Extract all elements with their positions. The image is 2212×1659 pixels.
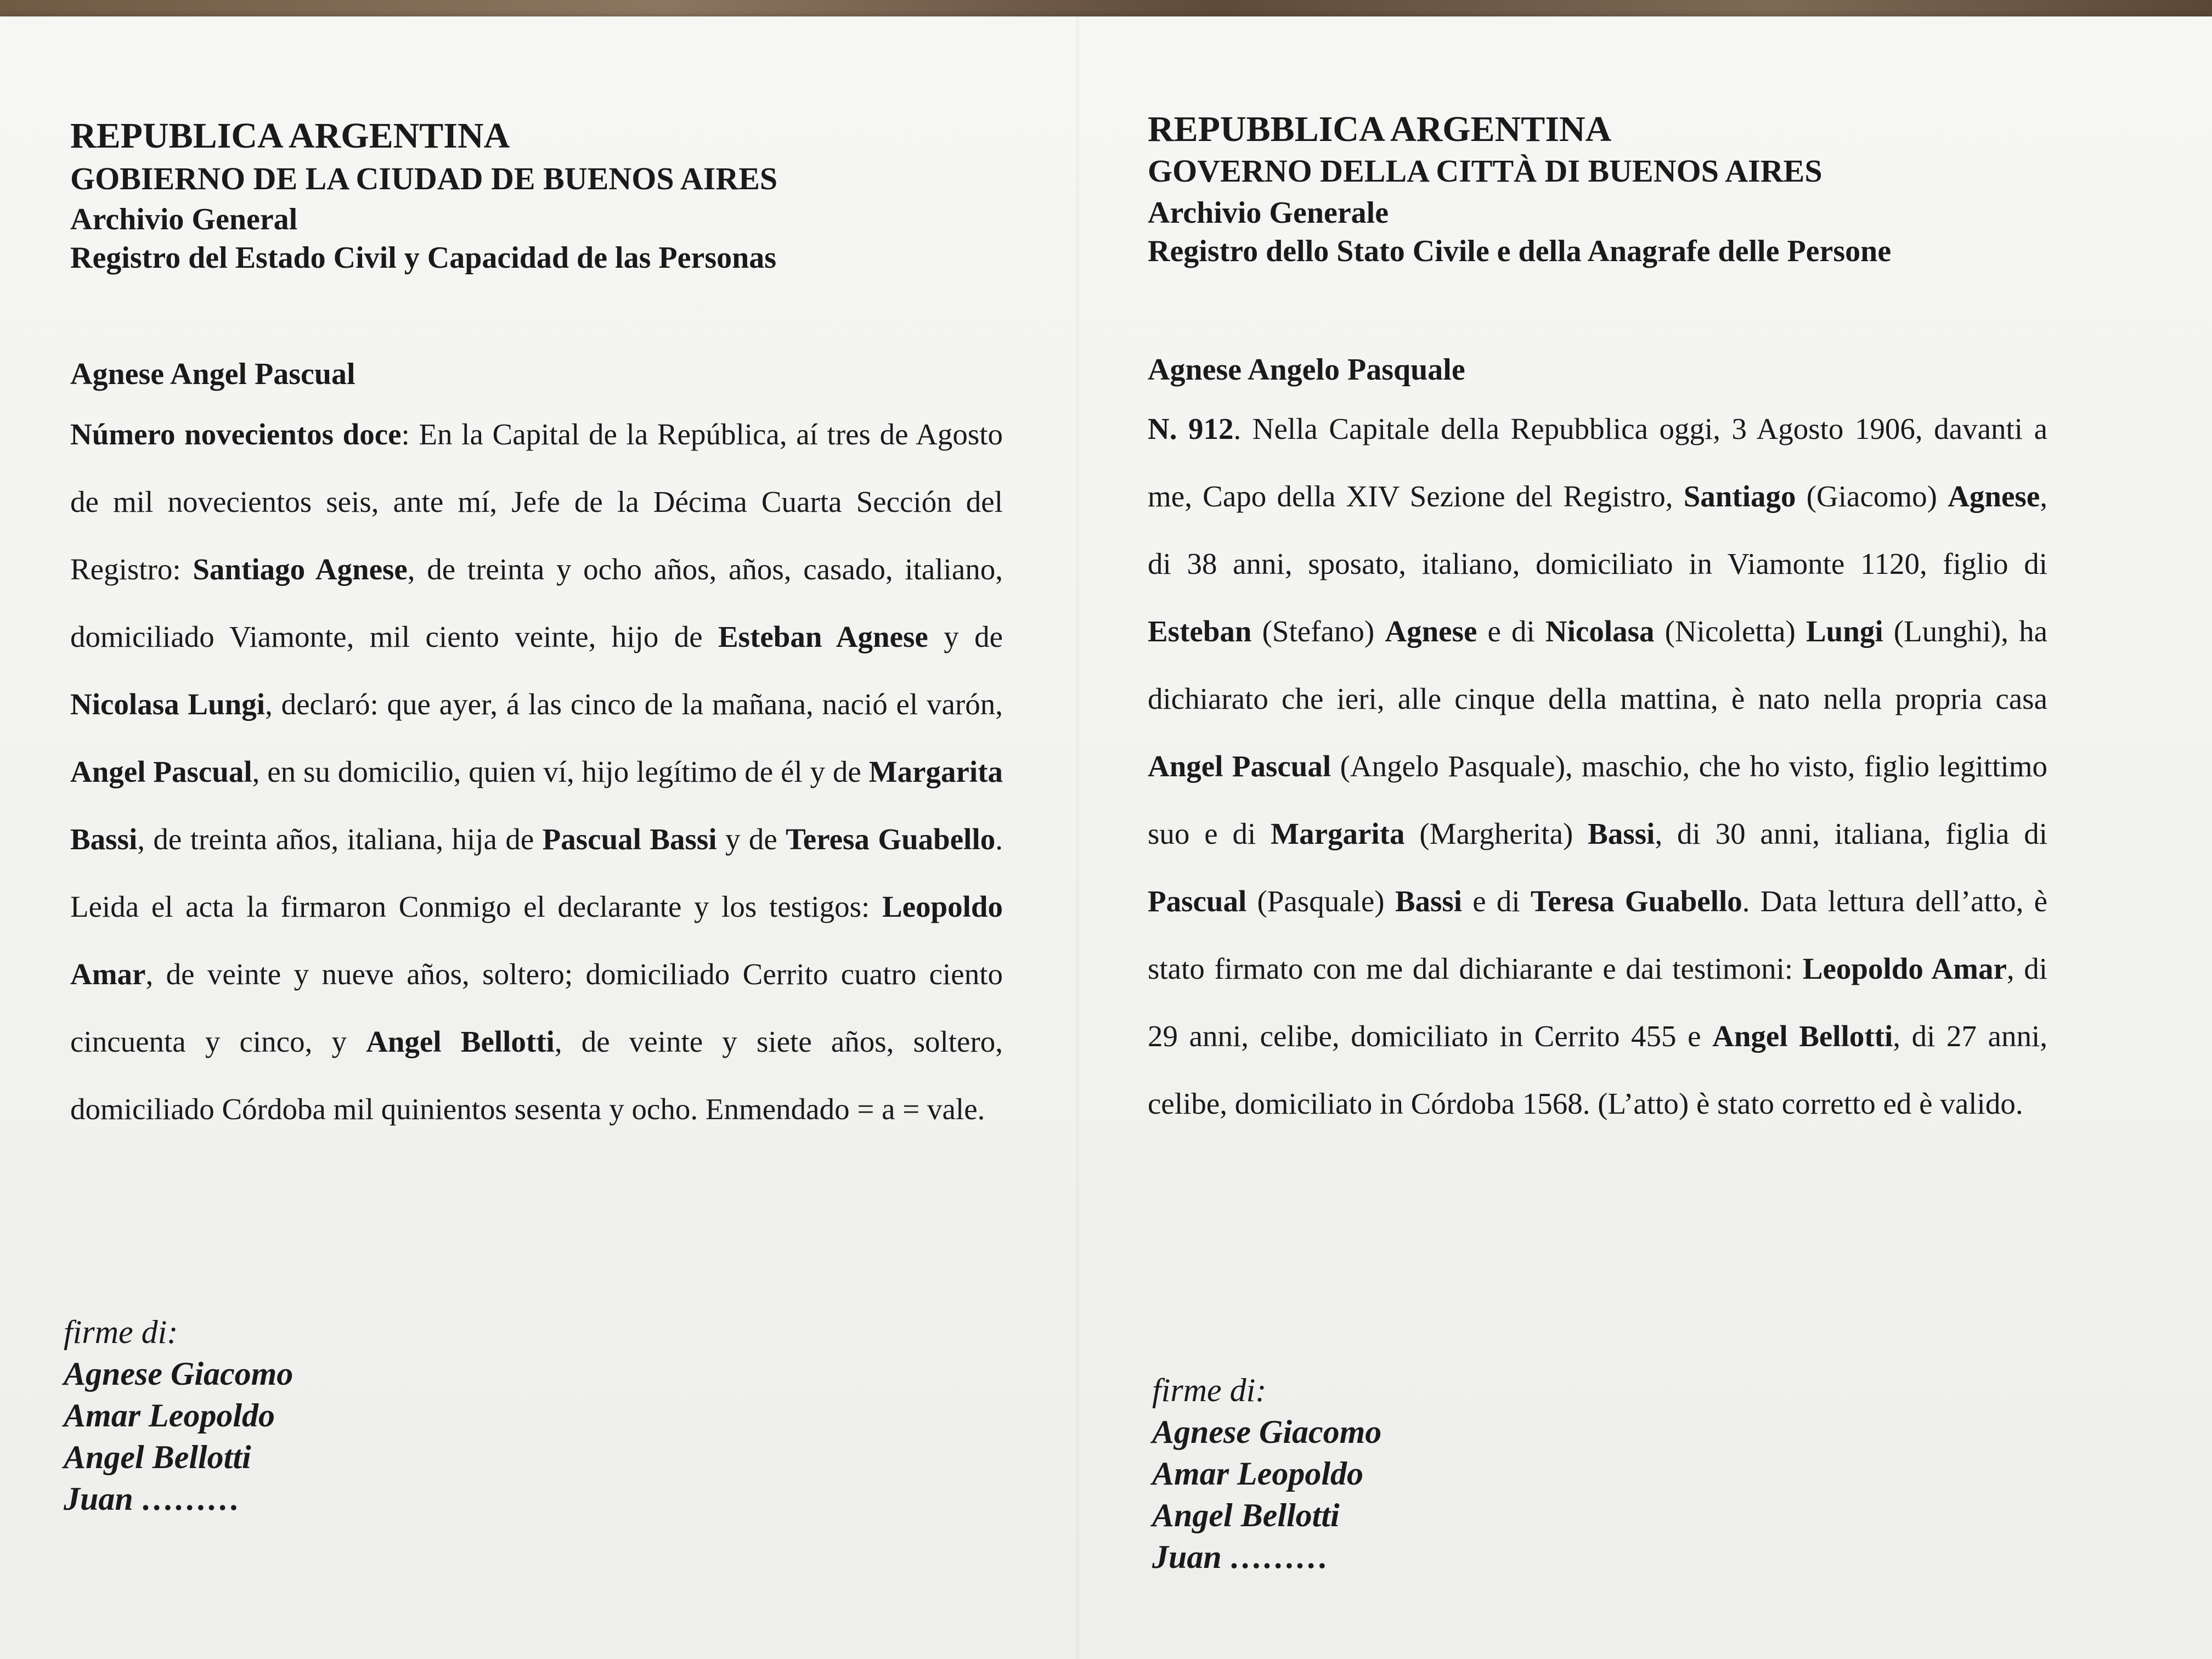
record-body-text: [1148, 395, 2047, 1137]
header-government: GOVERNO DELLA CITTÀ DI BUENOS AIRES: [1148, 153, 1822, 189]
bold-name-segment: Pascual: [1148, 884, 1247, 918]
signature-line: Angel Bellotti: [1152, 1497, 1340, 1533]
document-sheet: [0, 16, 2212, 1659]
text-segment: (Angelo Pasquale), maschio, che ho visto, figlio legittimo suo e di: [1148, 749, 2047, 850]
text-segment: (Lunghi), ha dichiarato che ieri, alle cinque della mattina, è nato nella propria casa: [1148, 614, 2047, 715]
record-name-title: Agnese Angelo Pasquale: [1148, 353, 1465, 387]
text-segment: , declaró: que ayer, á las cinco de la mañana, nació el varón,: [265, 687, 1003, 721]
page-fold: [1075, 16, 1080, 1659]
bold-name-segment: Angel Pascual: [1148, 749, 1331, 783]
text-segment: (Margherita): [1404, 817, 1588, 850]
bold-name-segment: Nicolasa: [1545, 614, 1655, 648]
bold-name-segment: Número novecientos doce: [70, 417, 402, 451]
text-segment: , di 27 anni, celibe, domiciliato in Córdoba 1568. (L’atto) è stato corretto ed è valido.: [1148, 1019, 2047, 1120]
bold-name-segment: Margarita: [1271, 817, 1405, 850]
text-segment: (Nicoletta): [1654, 614, 1806, 648]
signatures-block: [64, 1311, 293, 1520]
signatures-block: [1152, 1369, 1381, 1578]
signature-line: Amar Leopoldo: [64, 1397, 275, 1434]
text-segment: (Giacomo): [1796, 479, 1948, 513]
header-archive: Archivio General: [70, 202, 298, 236]
header-archive: Archivio Generale: [1148, 196, 1389, 230]
bold-name-segment: Esteban: [1148, 614, 1252, 648]
record-name-title: Agnese Angel Pascual: [70, 357, 356, 391]
bold-name-segment: Nicolasa Lungi: [70, 687, 266, 721]
bold-name-segment: Margarita Bassi: [70, 755, 1003, 856]
bold-name-segment: Angel Bellotti: [1712, 1019, 1893, 1053]
record-body-text: [70, 400, 1003, 1143]
header-government: GOBIERNO DE LA CIUDAD DE BUENOS AIRES: [70, 161, 778, 196]
signatures-heading: firme di:: [1152, 1372, 1267, 1408]
text-segment: , di 29 anni, celibe, domiciliato in Cerrito 455 e: [1148, 952, 2047, 1053]
bold-name-segment: Bassi: [1588, 817, 1655, 850]
text-segment: , de treinta años, italiana, hija de: [137, 822, 543, 856]
signature-line: Juan ………: [1152, 1539, 1329, 1575]
header-registry: Registro del Estado Civil y Capacidad de las Personas: [70, 241, 777, 275]
text-segment: (Stefano): [1251, 614, 1385, 648]
bold-name-segment: Lungi: [1805, 614, 1883, 648]
text-segment: . Nella Capitale della Repubblica oggi, 3 Agosto 1906, davanti a me, Capo della XIV Sezione del Registro,: [1148, 412, 2047, 513]
signature-line: Agnese Giacomo: [64, 1356, 294, 1392]
text-segment: y de: [928, 620, 1003, 653]
bold-name-segment: Teresa Guabello: [786, 822, 996, 856]
text-segment: , de veinte y nueve años, soltero; domiciliado Cerrito cuatro ciento cincuenta y cinco, y: [70, 957, 1003, 1058]
text-segment: . Data lettura dell’atto, è stato firmato con me dal dichiarante e dai testimoni:: [1148, 884, 2047, 985]
signature-line: Angel Bellotti: [64, 1439, 251, 1475]
bold-name-segment: Agnese: [1948, 479, 2040, 513]
bold-name-segment: Leopoldo Amar: [1802, 952, 2007, 985]
bold-name-segment: Santiago Agnese: [193, 552, 408, 586]
bold-name-segment: Angel Pascual: [70, 755, 252, 788]
bold-name-segment: Angel Bellotti: [366, 1025, 555, 1058]
text-segment: , en su domicilio, quien ví, hijo legítimo de él y de: [252, 755, 869, 788]
header-registry: Registro dello Stato Civile e della Anagrafe delle Persone: [1148, 234, 1892, 268]
header-country: REPUBBLICA ARGENTINA: [1148, 109, 1612, 149]
header-country: REPUBLICA ARGENTINA: [70, 116, 510, 156]
signatures-heading: firme di:: [64, 1314, 178, 1350]
bold-name-segment: N. 912: [1148, 412, 1234, 445]
signature-line: Juan ………: [64, 1481, 240, 1517]
text-segment: e di: [1462, 884, 1531, 918]
text-segment: e di: [1477, 614, 1545, 648]
bold-name-segment: Esteban Agnese: [718, 620, 928, 653]
signature-line: Agnese Giacomo: [1152, 1414, 1382, 1450]
text-segment: y de: [716, 822, 786, 856]
text-segment: , di 38 anni, sposato, italiano, domiciliato in Viamonte 1120, figlio di: [1148, 479, 2047, 580]
text-segment: , de treinta y ocho años, años, casado, italiano, domiciliado Viamonte, mil ciento veinte, hijo de: [70, 552, 1003, 653]
text-segment: , di 30 anni, italiana, figlia di: [1655, 817, 2047, 850]
signature-line: Amar Leopoldo: [1152, 1455, 1363, 1492]
bold-name-segment: Santiago: [1683, 479, 1796, 513]
bold-name-segment: Bassi: [1395, 884, 1463, 918]
bold-name-segment: Teresa Guabello: [1530, 884, 1742, 918]
bold-name-segment: Pascual Bassi: [542, 822, 717, 856]
bold-name-segment: Agnese: [1385, 614, 1477, 648]
text-segment: , de veinte y siete años, soltero, domiciliado Córdoba mil quinientos sesenta y ocho. Enmendado = a = vale.: [70, 1025, 1003, 1126]
text-segment: (Pasquale): [1246, 884, 1395, 918]
text-segment: : En la Capital de la República, aí tres de Agosto de mil novecientos seis, ante mí, Jefe de la Décima Cuarta Sección del Registro:: [70, 417, 1003, 586]
text-segment: . Leida el acta la firmaron Conmigo el declarante y los testigos:: [70, 822, 1003, 923]
bold-name-segment: Leopoldo Amar: [70, 890, 1003, 991]
